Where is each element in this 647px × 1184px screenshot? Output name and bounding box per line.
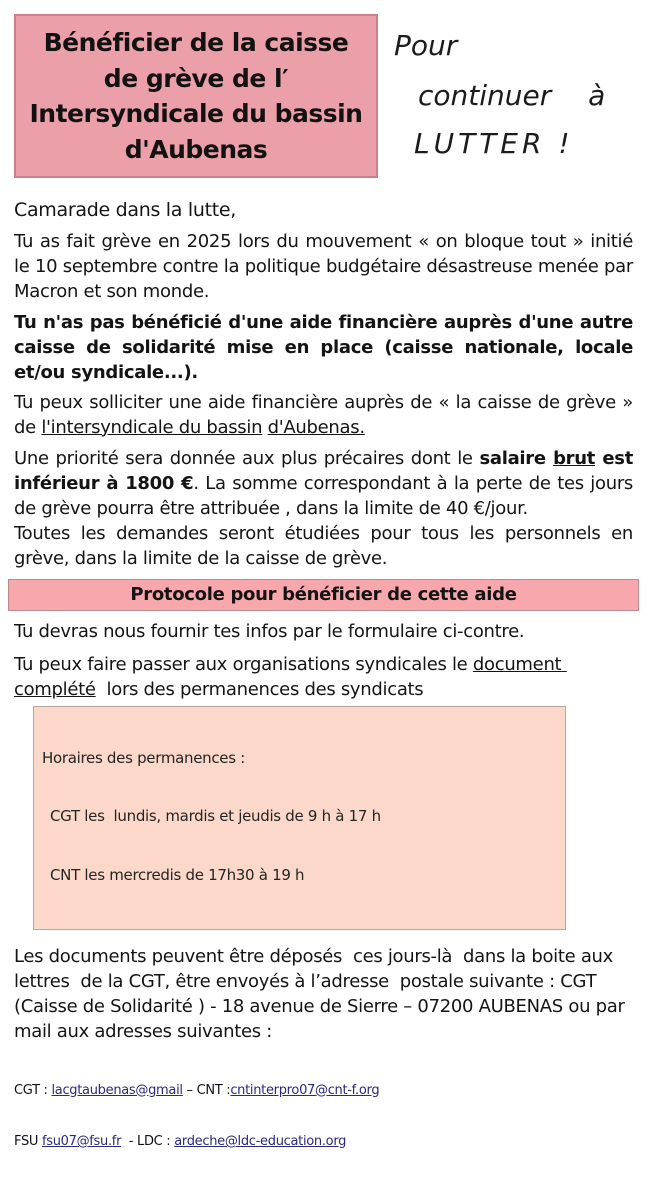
text-segment: Une priorité sera donnée aux plus précaires dont le <box>14 447 480 469</box>
text-segment: Tu peux solliciter une aide financière auprès de « la caisse de grève » de <box>14 391 633 438</box>
intro-paragraph-strike: Tu as fait grève en 2025 lors du mouvement « on bloque tout » initié le 10 septembre contre la politique budgétaire désastreuse menée par Macron et son monde. <box>14 231 633 303</box>
contact-label: FSU <box>14 1134 42 1150</box>
contact-label: – CNT : <box>182 1082 231 1098</box>
submission-paragraph: Les documents peuvent être déposés ces jours-là dans la boite aux lettres de la CGT, être envoyés à l’adresse postale suivante : CGT (Caisse de Solidarité ) - 18 avenue de Sierre – 07200 AUBENAS ou par mail aux adresses suivantes : <box>14 946 630 1043</box>
hours-line-cgt: CGT les lundis, mardis et jeudis de 9 h à 17 h <box>50 807 381 826</box>
text-segment: . La somme correspondant à la perte de tes jours de grève pourra être attribuée , dans la limite de 40 €/jour. <box>14 472 633 519</box>
contact-emails <box>14 1047 633 1184</box>
opening-hours-box <box>33 706 566 931</box>
handwritten-slogan <box>392 29 642 160</box>
text-segment: lors des permanences des syndicats <box>95 678 424 700</box>
intro-paragraph-request <box>14 390 633 440</box>
title-line: de grève de l′ <box>103 63 289 93</box>
body-content <box>14 197 633 1184</box>
underlined-intersyndicale: l'intersyndicale du bassin <box>41 416 263 438</box>
protocol-paragraph-submit <box>14 652 633 702</box>
title-line: d'Aubenas <box>124 134 268 164</box>
intro-paragraph-no-aid: Tu n'as pas bénéficié d'une aide financière auprès d'une autre caisse de solidarité mise en place (caisse nationale, locale et/ou syndicale...). <box>14 312 633 384</box>
hours-line-cnt: CNT les mercredis de 17h30 à 19 h <box>50 865 305 884</box>
intro-paragraph-priority <box>14 446 633 521</box>
title-box <box>14 14 378 178</box>
underlined-aubenas: d'Aubenas. <box>267 416 365 438</box>
hours-title: Horaires des permanences : <box>42 748 245 767</box>
protocol-banner: Protocole pour bénéficier de cette aide <box>8 579 639 611</box>
bold-threshold: est inférieur à 1800 € <box>14 447 633 494</box>
slogan-line: continuer à <box>418 79 606 112</box>
email-link-fsu[interactable]: fsu07@fsu.fr <box>41 1134 122 1150</box>
title-line: Intersyndicale du bassin <box>29 99 363 128</box>
salutation: Camarade dans la lutte, <box>14 199 237 221</box>
slogan-line: Pour <box>394 29 458 62</box>
contact-line <box>14 1082 633 1099</box>
title-line: Bénéficier de la caisse <box>43 28 349 57</box>
email-link-cnt[interactable]: cntinterpro07@cnt-f.org <box>230 1082 380 1098</box>
protocol-paragraph-form: Tu devras nous fournir tes infos par le formulaire ci-contre. <box>14 620 525 642</box>
slogan-line: LUTTER ! <box>414 127 574 160</box>
underlined-document-complete: document complété <box>14 653 567 700</box>
text-segment: Tu peux faire passer aux organisations syndicales le <box>14 653 473 675</box>
bold-salaire: salaire <box>479 447 554 469</box>
email-link-cgt[interactable]: lacgtaubenas@gmail <box>51 1082 183 1098</box>
contact-label: - LDC : <box>121 1134 175 1150</box>
intro-paragraph-all-requests: Toutes les demandes seront étudiées pour tous les personnels en grève, dans la limite de la caisse de grève. <box>14 522 633 569</box>
email-link-ldc[interactable]: ardeche@ldc-education.org <box>174 1134 347 1150</box>
bold-underlined-brut: brut <box>553 447 596 469</box>
contact-line <box>14 1133 633 1150</box>
contact-label: CGT : <box>14 1082 52 1098</box>
